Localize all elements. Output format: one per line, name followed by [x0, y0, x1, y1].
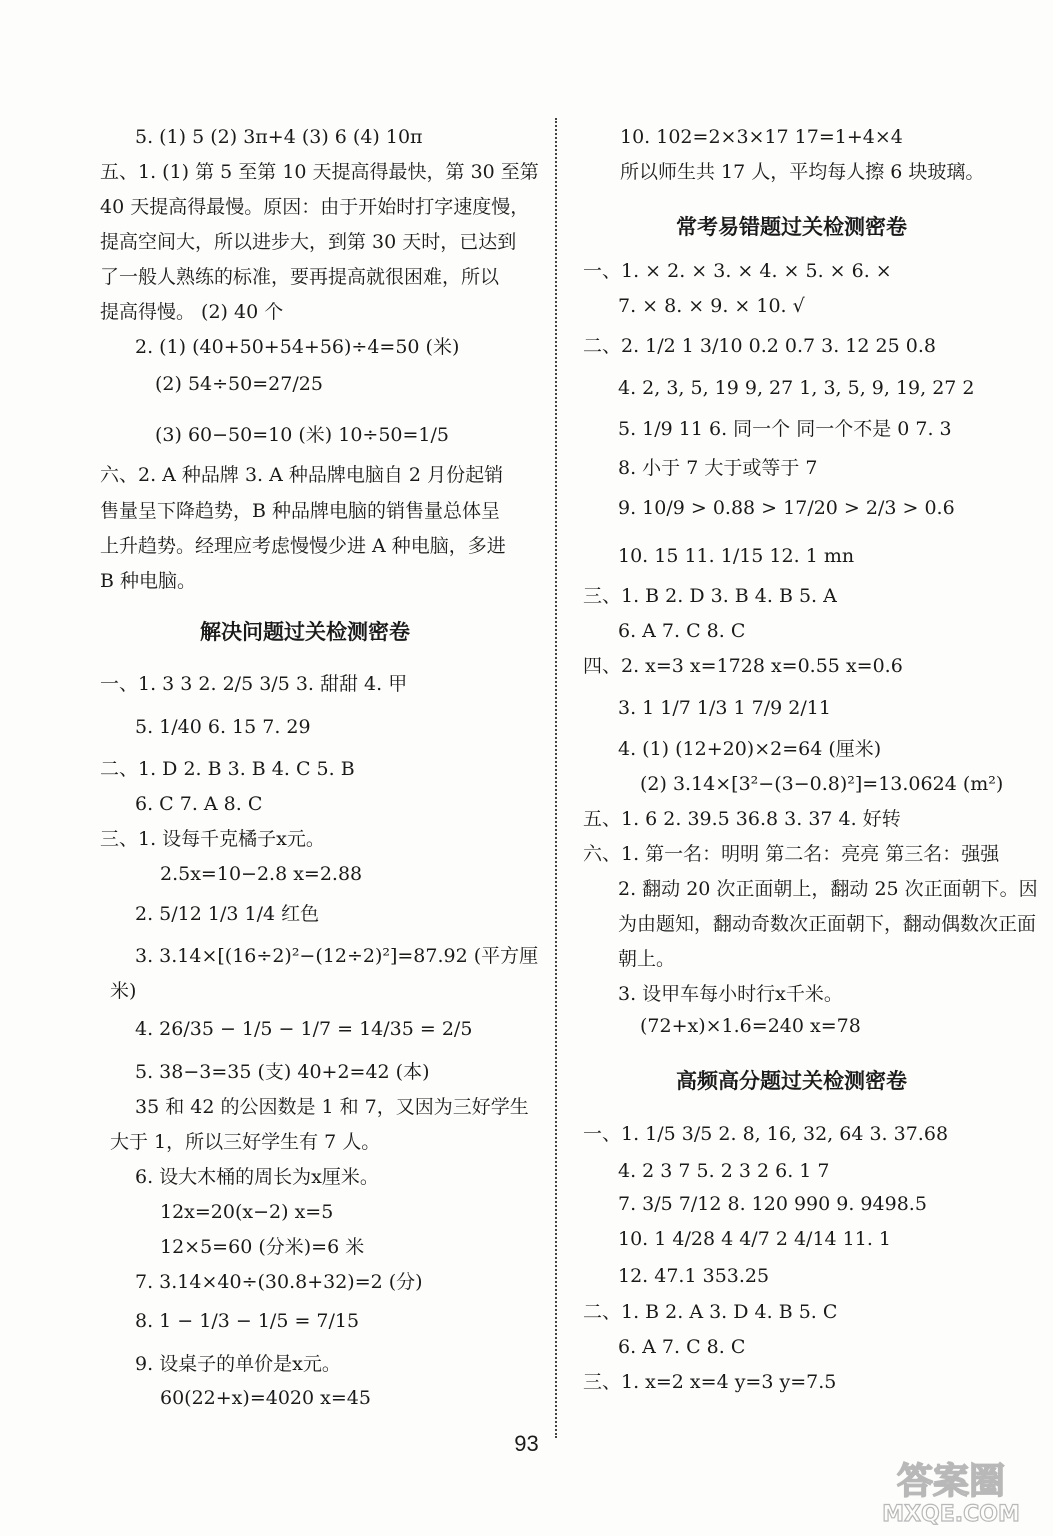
page-number: 93 [514, 1431, 539, 1456]
answer-line: 4. (1) (12+20)×2=64 (厘米) [618, 738, 882, 760]
answer-line: 2. 翻动 20 次正面朝上，翻动 25 次正面朝下。因 [618, 878, 1038, 900]
column-divider [555, 118, 557, 1438]
answer-line: (3) 60−50=10 (米) 10÷50=1/5 [155, 424, 449, 446]
section-heading: 常考易错题过关检测密卷 [676, 214, 907, 239]
answer-line: 所以师生共 17 人，平均每人擦 6 块玻璃。 [620, 161, 985, 183]
answer-line: 二、1. B 2. A 3. D 4. B 5. C [583, 1301, 838, 1323]
answer-line: 三、1. 设每千克橘子x元。 [100, 828, 325, 850]
answer-line: 12×5=60 (分米)=6 米 [160, 1236, 365, 1258]
answer-line: 为由题知，翻动奇数次正面朝下，翻动偶数次正面 [618, 913, 1037, 935]
answer-line: 6. 设大木桶的周长为x厘米。 [135, 1166, 379, 1188]
answer-line: 60(22+x)=4020 x=45 [160, 1387, 371, 1409]
answer-line: 2. 5/12 1/3 1/4 红色 [135, 903, 320, 925]
answer-line: 二、2. 1/2 1 3/10 0.2 0.7 3. 12 25 0.8 [583, 335, 936, 357]
answer-line: 朝上。 [618, 948, 676, 970]
answer-line: 10. 1 4/28 4 4/7 2 4/14 11. 1 [618, 1228, 892, 1250]
answer-line: 提高空间大，所以进步大，到第 30 天时，已达到 [100, 231, 517, 253]
answer-line: 五、1. (1) 第 5 至第 10 天提高得最快，第 30 至第 [100, 161, 539, 183]
answer-line: 三、1. B 2. D 3. B 4. B 5. A [583, 585, 837, 607]
answer-line: 提高得慢。 (2) 40 个 [100, 301, 284, 323]
answer-line: 一、1. × 2. × 3. × 4. × 5. × 6. × [583, 260, 892, 282]
answer-line: 2.5x=10−2.8 x=2.88 [160, 863, 363, 885]
answer-line: 售量呈下降趋势，B 种品牌电脑的销售量总体呈 [100, 500, 501, 522]
section-heading: 解决问题过关检测密卷 [200, 619, 410, 644]
answer-line: (72+x)×1.6=240 x=78 [640, 1015, 861, 1037]
section-heading: 高频高分题过关检测密卷 [676, 1068, 907, 1093]
answer-line: (2) 3.14×[3²−(3−0.8)²]=13.0624 (m²) [640, 773, 1004, 795]
watermark-top-text: 答案圈 [896, 1461, 1006, 1502]
answer-line: 5. 1/40 6. 15 7. 29 [135, 716, 311, 738]
answer-line: 米) [110, 980, 137, 1002]
answer-line: 3. 3.14×[(16÷2)²−(12÷2)²]=87.92 (平方厘 [135, 945, 539, 967]
answer-line: 7. × 8. × 9. × 10. √ [618, 295, 805, 317]
answer-line: 40 天提高得最慢。原因：由于开始时打字速度慢， [100, 196, 530, 218]
answer-line: 6. A 7. C 8. C [618, 1336, 746, 1358]
answer-line: 12x=20(x−2) x=5 [160, 1201, 334, 1223]
answer-line: 2. (1) (40+50+54+56)÷4=50 (米) [135, 336, 460, 358]
answer-line: 了一般人熟练的标准，要再提高就很困难，所以 [100, 266, 500, 288]
answer-line: 35 和 42 的公因数是 1 和 7，又因为三好学生 [135, 1096, 529, 1118]
answer-line: 上升趋势。经理应考虑慢慢少进 A 种电脑，多进 [100, 535, 506, 557]
answer-line: 5. (1) 5 (2) 3π+4 (3) 6 (4) 10π [135, 126, 423, 148]
answer-line: 8. 1 − 1/3 − 1/5 = 7/15 [135, 1310, 360, 1332]
answer-line: 4. 2, 3, 5, 19 9, 27 1, 3, 5, 9, 19, 27 2 [618, 377, 975, 399]
answer-line: 四、2. x=3 x=1728 x=0.55 x=0.6 [583, 655, 903, 677]
watermark-bottom-text: MXQE.COM [882, 1502, 1020, 1527]
answer-line: (2) 54÷50=27/25 [155, 373, 323, 395]
answer-line: 8. 小于 7 大于或等于 7 [618, 457, 818, 479]
answer-line: 6. A 7. C 8. C [618, 620, 746, 642]
answer-line: 一、1. 3 3 2. 2/5 3/5 3. 甜甜 4. 甲 [100, 673, 408, 695]
answer-line: 9. 设桌子的单价是x元。 [135, 1353, 341, 1375]
answer-line: 4. 26/35 − 1/5 − 1/7 = 14/35 = 2/5 [135, 1018, 473, 1040]
watermark-logo [862, 1455, 1040, 1527]
answer-line: B 种电脑。 [100, 570, 197, 592]
answer-line: 3. 设甲车每小时行x千米。 [618, 983, 843, 1005]
answer-line: 5. 38−3=35 (支) 40+2=42 (本) [135, 1061, 430, 1083]
answer-line: 7. 3/5 7/12 8. 120 990 9. 9498.5 [618, 1193, 927, 1215]
answer-line: 二、1. D 2. B 3. B 4. C 5. B [100, 758, 355, 780]
answer-line: 三、1. x=2 x=4 y=3 y=7.5 [583, 1371, 837, 1393]
answer-line: 4. 2 3 7 5. 2 3 2 6. 1 7 [618, 1160, 830, 1182]
answer-line: 五、1. 6 2. 39.5 36.8 3. 37 4. 好转 [583, 808, 901, 830]
answer-line: 6. C 7. A 8. C [135, 793, 263, 815]
answer-line: 9. 10/9 > 0.88 > 17/20 > 2/3 > 0.6 [618, 497, 955, 519]
answer-line: 六、2. A 种品牌 3. A 种品牌电脑自 2 月份起销 [100, 464, 504, 486]
answer-line: 大于 1，所以三好学生有 7 人。 [110, 1131, 381, 1153]
answer-line: 7. 3.14×40÷(30.8+32)=2 (分) [135, 1271, 423, 1293]
answer-line: 一、1. 1/5 3/5 2. 8, 16, 32, 64 3. 37.68 [583, 1123, 949, 1145]
answer-line: 10. 102=2×3×17 17=1+4×4 [620, 126, 903, 148]
answer-line: 六、1. 第一名：明明 第二名：亮亮 第三名：强强 [583, 843, 1000, 865]
answer-line: 10. 15 11. 1/15 12. 1 mn [618, 545, 855, 567]
answer-line: 12. 47.1 353.25 [618, 1265, 770, 1287]
answer-line: 5. 1/9 11 6. 同一个 同一个不是 0 7. 3 [618, 418, 952, 440]
answer-line: 3. 1 1/7 1/3 1 7/9 2/11 [618, 697, 831, 719]
